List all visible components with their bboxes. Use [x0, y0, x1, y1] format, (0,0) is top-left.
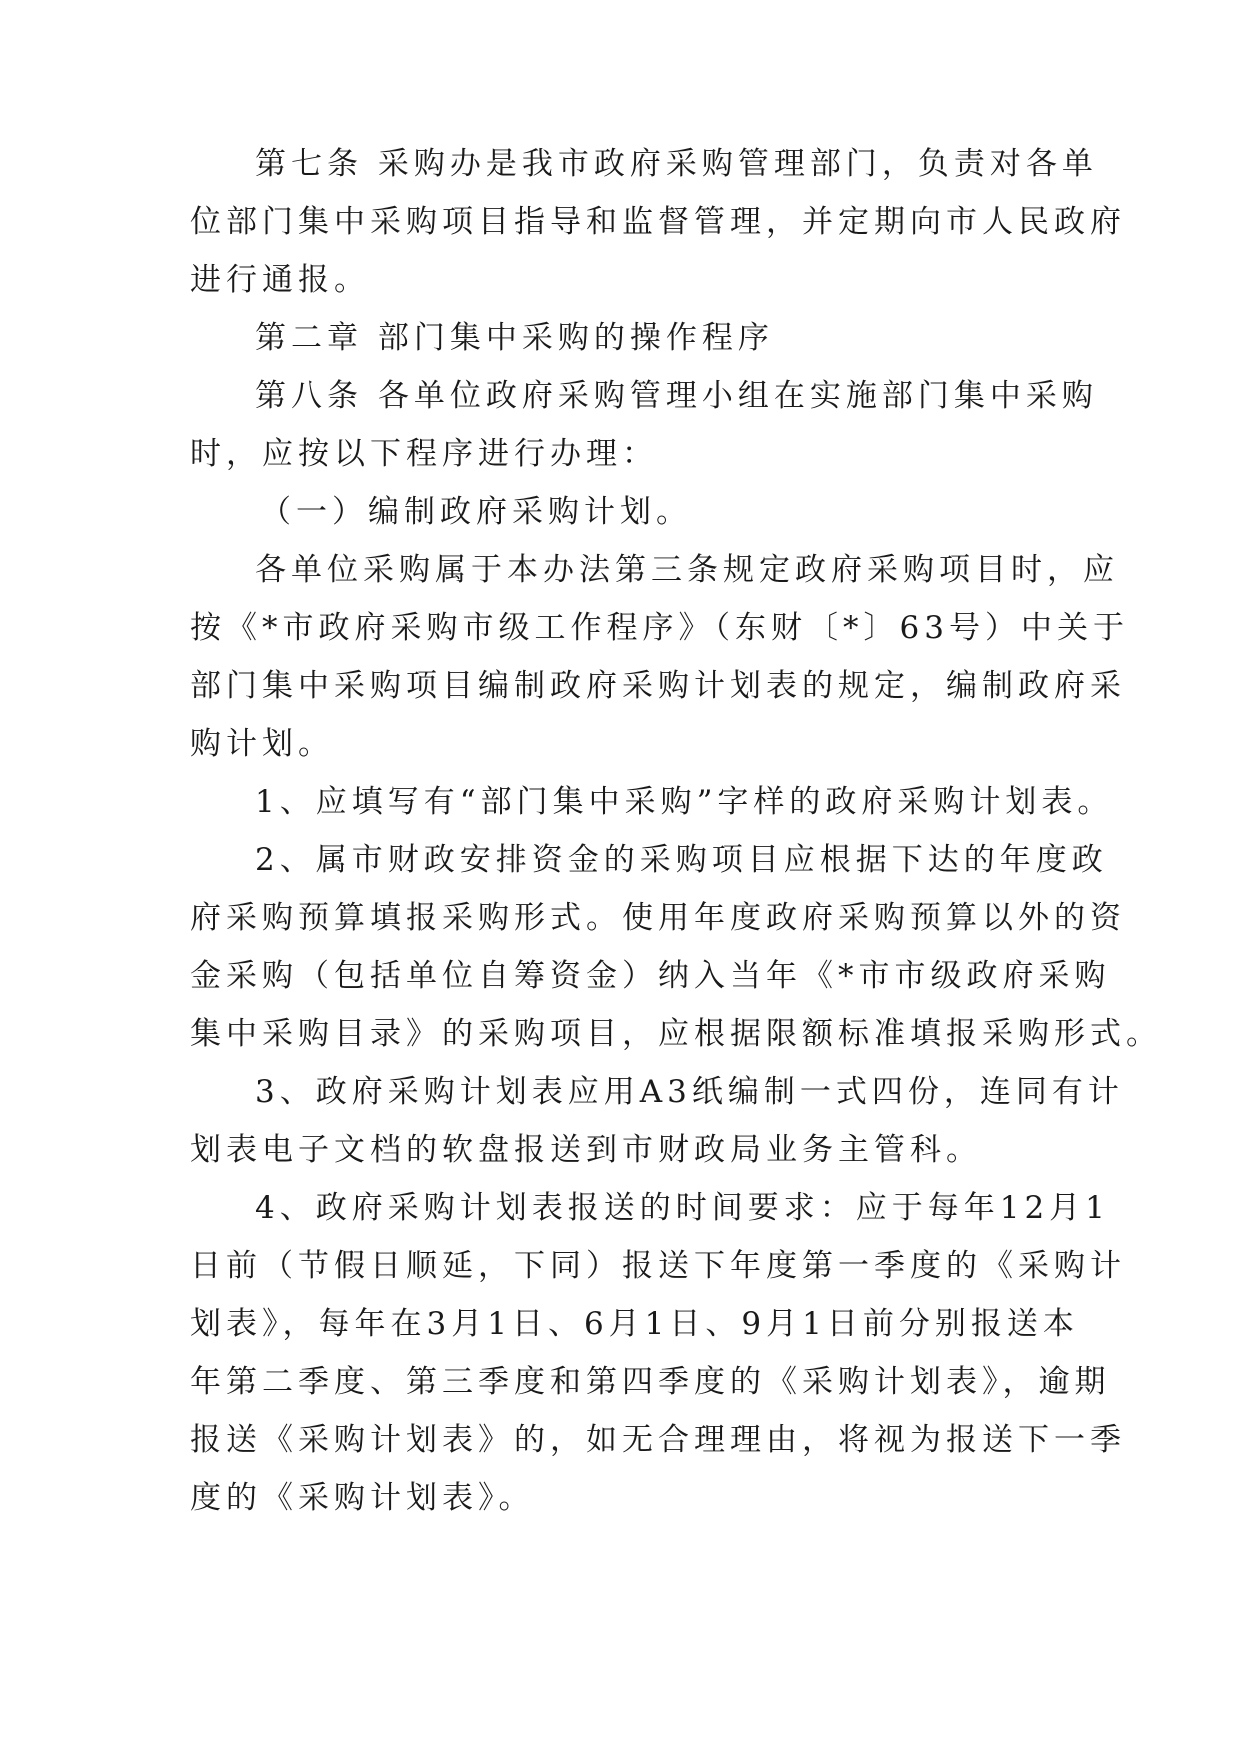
article-8-line-1: 第八条 各单位政府采购管理小组在实施部门集中采购: [255, 378, 1098, 414]
article-7-line-3: 进行通报。: [190, 262, 370, 298]
item-4-line-6: 度的《采购计划表》。: [190, 1480, 535, 1516]
para-1-line-2: 按《*市政府采购市级工作程序》（东财〔*〕63号）中关于: [190, 610, 1129, 646]
item-2-line-1: 2、属市财政安排资金的采购项目应根据下达的年度政: [255, 842, 1108, 878]
item-4-line-5: 报送《采购计划表》的，如无合理理由，将视为报送下一季: [190, 1422, 1126, 1458]
para-1-line-3: 部门集中采购项目编制政府采购计划表的规定，编制政府采: [190, 668, 1126, 704]
item-4-line-2: 日前（节假日顺延，下同）报送下年度第一季度的《采购计: [190, 1248, 1126, 1284]
para-1-line-1: 各单位采购属于本办法第三条规定政府采购项目时，应: [255, 552, 1119, 588]
item-2-line-3: 金采购（包括单位自筹资金）纳入当年《*市市级政府采购: [190, 958, 1111, 994]
item-3-line-2: 划表电子文档的软盘报送到市财政局业务主管科。: [190, 1132, 982, 1168]
item-4-line-4: 年第二季度、第三季度和第四季度的《采购计划表》，逾期: [190, 1364, 1111, 1400]
article-8-line-2: 时，应按以下程序进行办理：: [190, 436, 658, 472]
para-1-line-4: 购计划。: [190, 726, 334, 762]
article-7-line-1: 第七条 采购办是我市政府采购管理部门，负责对各单: [255, 146, 1098, 182]
item-2-line-4: 集中采购目录》的采购项目，应根据限额标准填报采购形式。: [190, 1016, 1162, 1052]
section-1-heading: （一）编制政府采购计划。: [260, 494, 692, 530]
item-2-line-2: 府采购预算填报采购形式。使用年度政府采购预算以外的资: [190, 900, 1126, 936]
item-3-line-1: 3、政府采购计划表应用A3纸编制一式四份，连同有计: [255, 1074, 1124, 1110]
item-4-line-1: 4、政府采购计划表报送的时间要求：应于每年12月1: [255, 1190, 1110, 1226]
item-1-line-1: 1、应填写有“部门集中采购”字样的政府采购计划表。: [255, 784, 1114, 820]
article-7-line-2: 位部门集中采购项目指导和监督管理，并定期向市人民政府: [190, 204, 1126, 240]
chapter-2-heading: 第二章 部门集中采购的操作程序: [255, 320, 774, 356]
item-4-line-3: 划表》，每年在3月1日、6月1日、9月1日前分别报送本: [190, 1306, 1079, 1342]
